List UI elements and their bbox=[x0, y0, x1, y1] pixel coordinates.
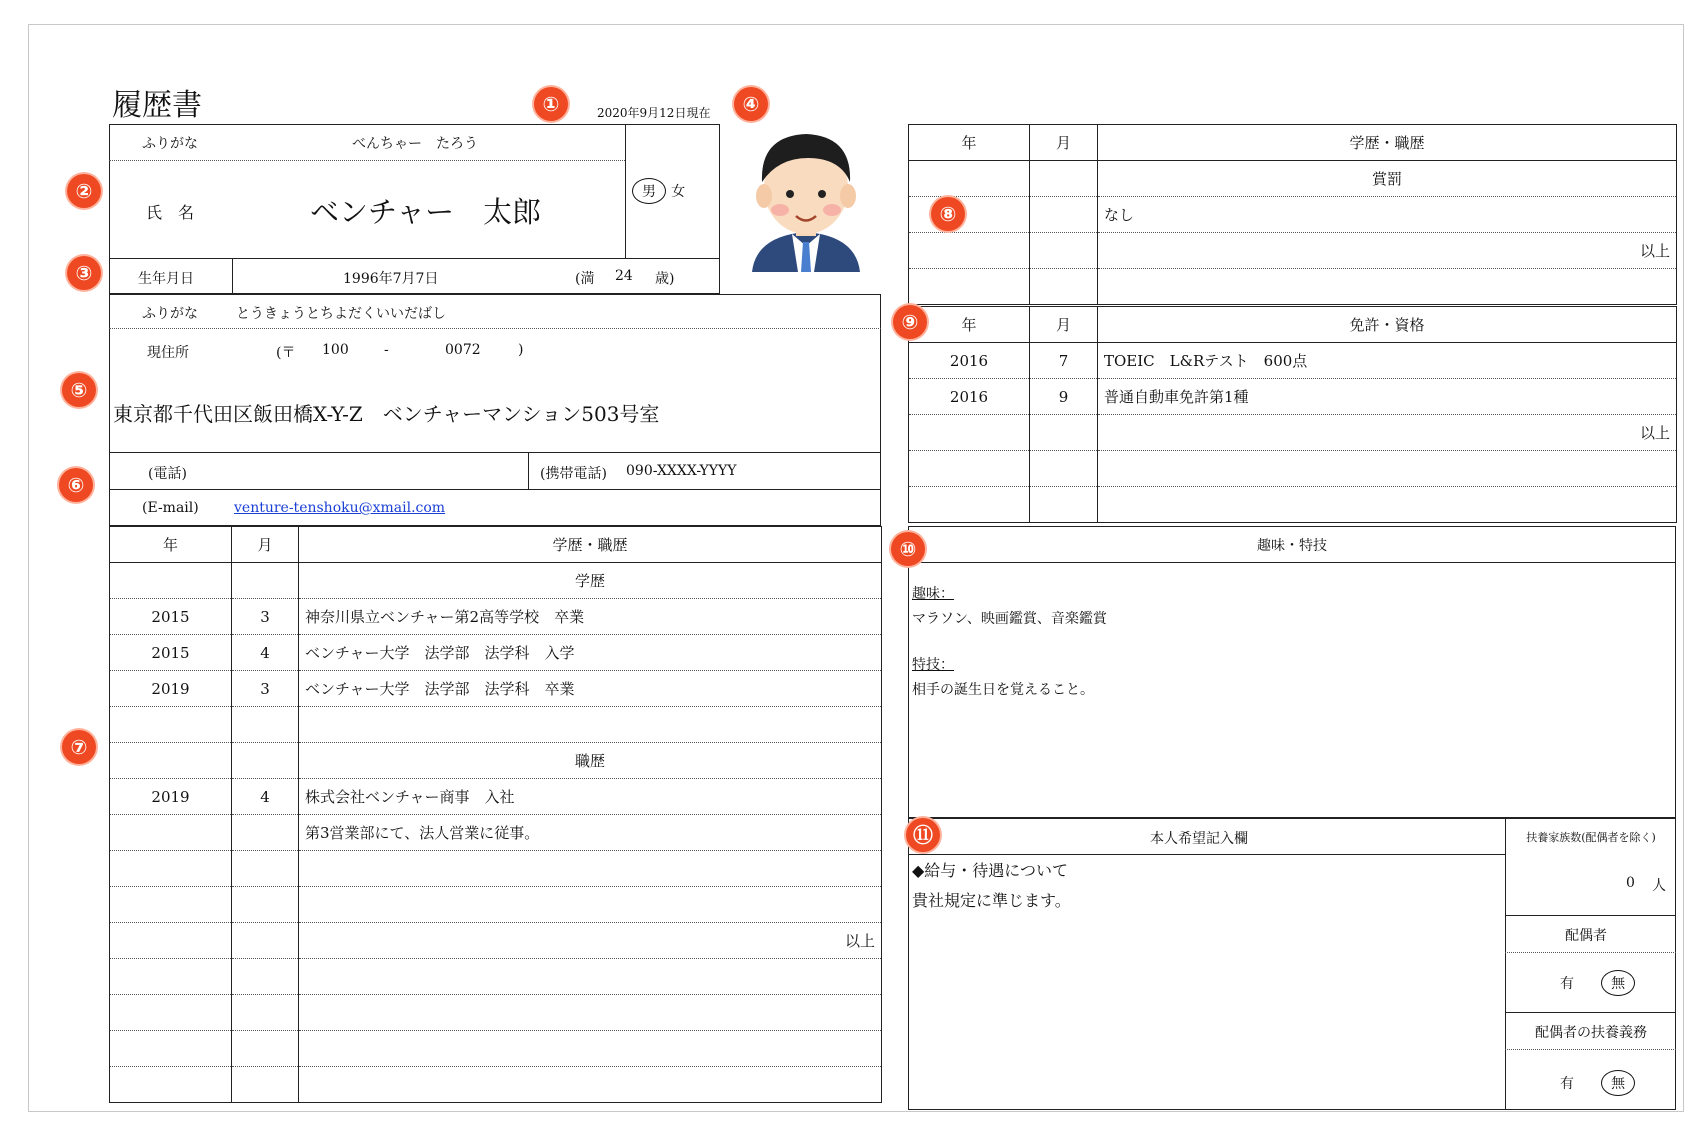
table-row bbox=[909, 379, 1677, 415]
row-year bbox=[909, 487, 1030, 523]
header-year: 年 bbox=[110, 527, 232, 563]
postal-open: (〒 bbox=[276, 345, 296, 361]
awards-table bbox=[908, 124, 1677, 305]
row-month bbox=[232, 995, 299, 1031]
row-year bbox=[909, 269, 1030, 305]
row-year bbox=[110, 1031, 232, 1067]
row-content: 以上 bbox=[1098, 415, 1677, 451]
table-row bbox=[110, 1067, 882, 1103]
row-year: 2015 bbox=[110, 635, 232, 671]
row-year bbox=[110, 707, 232, 743]
row-content bbox=[299, 887, 882, 923]
name-furigana-value: べんちゃー たろう bbox=[352, 136, 478, 152]
header-license: 免許・資格 bbox=[1098, 307, 1677, 343]
marker-9: ⑨ bbox=[893, 305, 927, 339]
row-month bbox=[232, 563, 299, 599]
spouse-yes: 有 bbox=[1560, 976, 1574, 992]
marker-11: ⑪ bbox=[906, 818, 940, 852]
row-month: 9 bbox=[1030, 379, 1098, 415]
row-month bbox=[232, 1067, 299, 1103]
row-content: 職歴 bbox=[299, 743, 882, 779]
row-content: 神奈川県立ベンチャー第2高等学校 卒業 bbox=[299, 599, 882, 635]
header-year: 年 bbox=[909, 125, 1030, 161]
row-year bbox=[110, 743, 232, 779]
row-month bbox=[1030, 415, 1098, 451]
table-row bbox=[110, 887, 882, 923]
photo-portrait bbox=[748, 124, 864, 272]
row-year bbox=[110, 851, 232, 887]
row-year: 2015 bbox=[110, 599, 232, 635]
row-content bbox=[1098, 487, 1677, 523]
row-year bbox=[110, 1067, 232, 1103]
row-year bbox=[110, 887, 232, 923]
address-furigana-value: とうきょうとちよだくいいだばし bbox=[236, 306, 446, 322]
table-row bbox=[909, 451, 1677, 487]
header-month: 月 bbox=[1030, 125, 1098, 161]
row-month: 3 bbox=[232, 671, 299, 707]
row-year bbox=[110, 995, 232, 1031]
postal-first: 100 bbox=[322, 342, 349, 358]
marker-5: ⑤ bbox=[62, 373, 96, 407]
header-month: 月 bbox=[1030, 307, 1098, 343]
row-content bbox=[299, 1031, 882, 1067]
row-content: 以上 bbox=[1098, 233, 1677, 269]
table-row bbox=[110, 599, 882, 635]
row-month bbox=[1030, 487, 1098, 523]
support-no-circled: 無 bbox=[1601, 1070, 1635, 1096]
row-year: 2016 bbox=[909, 379, 1030, 415]
birth-value: 1996年7月7日 bbox=[343, 271, 439, 287]
history-header-row bbox=[110, 527, 882, 563]
marker-7: ⑦ bbox=[62, 730, 96, 764]
age-prefix: (満 bbox=[575, 271, 595, 287]
header-month: 月 bbox=[232, 527, 299, 563]
education-work-history-table bbox=[109, 526, 882, 1103]
marker-1: ① bbox=[534, 87, 568, 121]
mobile-value: 090-XXXX-YYYY bbox=[626, 463, 737, 479]
row-content: なし bbox=[1098, 197, 1677, 233]
table-row bbox=[909, 343, 1677, 379]
support-yes: 有 bbox=[1560, 1076, 1574, 1092]
address-label: 現住所 bbox=[147, 345, 189, 361]
row-content bbox=[1098, 269, 1677, 305]
row-year: 2016 bbox=[909, 343, 1030, 379]
name-value: ベンチャー 太郎 bbox=[310, 195, 542, 229]
row-month bbox=[232, 815, 299, 851]
name-label: 氏 名 bbox=[146, 203, 195, 222]
row-year bbox=[909, 161, 1030, 197]
row-month bbox=[1030, 451, 1098, 487]
date-current: 2020年9月12日現在 bbox=[597, 106, 711, 120]
row-month: 4 bbox=[232, 635, 299, 671]
address-value: 東京都千代田区飯田橋X-Y-Z ベンチャーマンション503号室 bbox=[113, 402, 660, 426]
table-row bbox=[110, 779, 882, 815]
row-content: 以上 bbox=[299, 923, 882, 959]
spouse-support-selector bbox=[1560, 1070, 1635, 1096]
address-furigana-label: ふりがな bbox=[142, 306, 198, 322]
skill-label: 特技： bbox=[912, 657, 954, 673]
row-month bbox=[1030, 233, 1098, 269]
marker-4: ④ bbox=[734, 87, 768, 121]
birth-label: 生年月日 bbox=[138, 271, 194, 287]
age-value: 24 bbox=[615, 268, 633, 284]
table-row bbox=[110, 563, 882, 599]
gender-male-circled: 男 bbox=[632, 178, 666, 204]
row-year bbox=[110, 815, 232, 851]
marker-6: ⑥ bbox=[59, 468, 93, 502]
row-month: 3 bbox=[232, 599, 299, 635]
table-row bbox=[110, 995, 882, 1031]
row-month bbox=[232, 1031, 299, 1067]
row-month bbox=[232, 959, 299, 995]
table-row bbox=[110, 635, 882, 671]
name-furigana-label: ふりがな bbox=[142, 136, 198, 152]
table-row bbox=[110, 923, 882, 959]
postal-close: ) bbox=[518, 342, 524, 358]
row-year: 2019 bbox=[110, 779, 232, 815]
document-title: 履歴書 bbox=[112, 88, 202, 123]
row-month: 4 bbox=[232, 779, 299, 815]
row-month bbox=[1030, 269, 1098, 305]
row-content: 賞罰 bbox=[1098, 161, 1677, 197]
table-row bbox=[110, 959, 882, 995]
dependents-label: 扶養家族数(配偶者を除く) bbox=[1526, 831, 1656, 844]
row-content: ベンチャー大学 法学部 法学科 入学 bbox=[299, 635, 882, 671]
row-year bbox=[110, 923, 232, 959]
row-year bbox=[909, 233, 1030, 269]
row-content: 普通自動車免許第1種 bbox=[1098, 379, 1677, 415]
table-row bbox=[909, 233, 1677, 269]
spouse-label: 配偶者 bbox=[1565, 928, 1607, 944]
spouse-selector bbox=[1560, 970, 1635, 996]
table-row bbox=[909, 197, 1677, 233]
marker-8: ⑧ bbox=[931, 197, 965, 231]
spouse-support-label: 配偶者の扶養義務 bbox=[1535, 1025, 1647, 1041]
row-year bbox=[110, 959, 232, 995]
table-row bbox=[110, 851, 882, 887]
row-month bbox=[232, 707, 299, 743]
hobby-label: 趣味： bbox=[912, 586, 954, 602]
row-content: 学歴 bbox=[299, 563, 882, 599]
hobbies-block bbox=[908, 526, 1676, 818]
hobby-value: マラソン、映画鑑賞、音楽鑑賞 bbox=[912, 611, 1107, 627]
mobile-label: (携帯電話) bbox=[540, 466, 607, 482]
row-content bbox=[299, 995, 882, 1031]
row-month: 7 bbox=[1030, 343, 1098, 379]
postal-second: 0072 bbox=[445, 342, 481, 358]
row-month bbox=[232, 851, 299, 887]
spouse-no-circled: 無 bbox=[1601, 970, 1635, 996]
row-year bbox=[909, 415, 1030, 451]
gender-selector bbox=[632, 178, 685, 204]
table-row bbox=[110, 671, 882, 707]
marker-10: ⑩ bbox=[891, 532, 925, 566]
skill-value: 相手の誕生日を覚えること。 bbox=[912, 682, 1094, 698]
email-label: (E-mail) bbox=[142, 500, 199, 516]
row-month bbox=[232, 923, 299, 959]
row-content: 株式会社ベンチャー商事 入社 bbox=[299, 779, 882, 815]
email-link[interactable]: venture-tenshoku@xmail.com bbox=[234, 500, 446, 516]
row-year bbox=[110, 563, 232, 599]
row-content: 第3営業部にて、法人営業に従事。 bbox=[299, 815, 882, 851]
hobbies-header: 趣味・特技 bbox=[1257, 538, 1327, 554]
dependents-unit: 人 bbox=[1652, 878, 1666, 894]
header-year: 年 bbox=[909, 307, 1030, 343]
table-row bbox=[110, 707, 882, 743]
wishes-line-1: ◆給与・待遇について bbox=[912, 861, 1068, 880]
header-content: 学歴・職歴 bbox=[1098, 125, 1677, 161]
postal-dash: - bbox=[384, 342, 389, 358]
row-year: 2019 bbox=[110, 671, 232, 707]
table-row bbox=[110, 743, 882, 779]
phone-label: (電話) bbox=[148, 466, 187, 482]
row-year bbox=[909, 451, 1030, 487]
row-content bbox=[299, 851, 882, 887]
dependents-value: 0 bbox=[1626, 875, 1635, 891]
wishes-line-2: 貴社規定に準じます。 bbox=[912, 891, 1071, 910]
row-month bbox=[232, 743, 299, 779]
wishes-header: 本人希望記入欄 bbox=[1150, 831, 1248, 847]
table-row bbox=[909, 487, 1677, 523]
licenses-table bbox=[908, 306, 1677, 523]
licenses-header-row bbox=[909, 307, 1677, 343]
age-suffix: 歳) bbox=[655, 271, 675, 287]
row-content bbox=[299, 1067, 882, 1103]
row-content bbox=[299, 959, 882, 995]
header-content: 学歴・職歴 bbox=[299, 527, 882, 563]
table-row bbox=[110, 815, 882, 851]
row-year bbox=[909, 197, 1030, 233]
row-month bbox=[1030, 161, 1098, 197]
row-month bbox=[1030, 197, 1098, 233]
marker-3: ③ bbox=[67, 256, 101, 290]
row-content: TOEIC L&Rテスト 600点 bbox=[1098, 343, 1677, 379]
awards-header-row bbox=[909, 125, 1677, 161]
row-content bbox=[299, 707, 882, 743]
table-row bbox=[909, 415, 1677, 451]
gender-female: 女 bbox=[671, 184, 686, 200]
table-row bbox=[909, 161, 1677, 197]
row-content: ベンチャー大学 法学部 法学科 卒業 bbox=[299, 671, 882, 707]
row-month bbox=[232, 887, 299, 923]
row-content bbox=[1098, 451, 1677, 487]
marker-2: ② bbox=[67, 174, 101, 208]
table-row bbox=[909, 269, 1677, 305]
table-row bbox=[110, 1031, 882, 1067]
